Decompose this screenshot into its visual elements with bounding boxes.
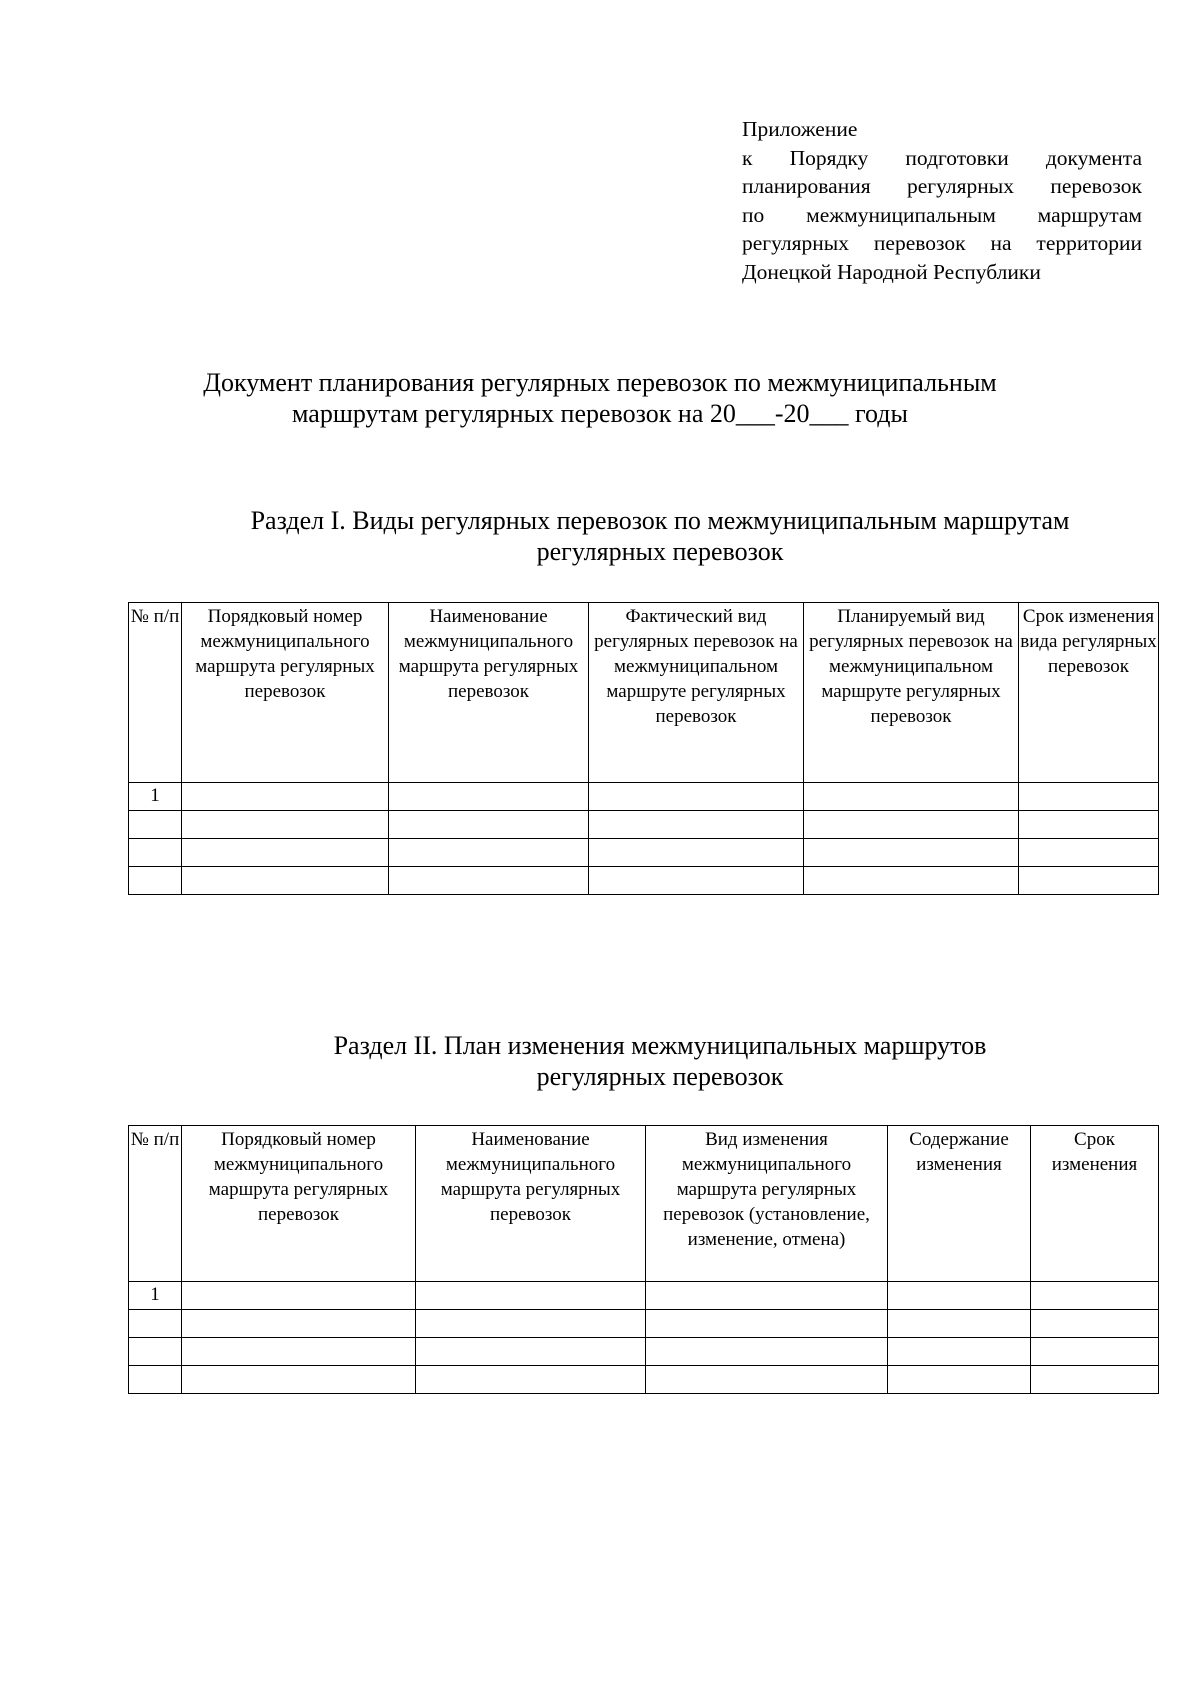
table-cell (646, 1310, 888, 1338)
table-cell (416, 1282, 646, 1310)
table-cell (888, 1282, 1031, 1310)
table-cell (182, 1366, 416, 1394)
table-cell (1019, 839, 1159, 867)
table-cell (129, 811, 182, 839)
table-row (129, 839, 1159, 867)
table-row (129, 783, 1159, 811)
table-cell (804, 811, 1019, 839)
section2-title-line: Раздел II. План изменения межмуниципальных маршрутов (333, 1031, 987, 1060)
table-row (129, 867, 1159, 895)
table-cell (129, 1366, 182, 1394)
table-row (129, 1282, 1159, 1310)
column-header-actual-type: Фактический вид регулярных перевозок на межмуниципальном маршруте регулярных перевозок (589, 603, 804, 783)
table-cell (416, 1366, 646, 1394)
column-header-change-term: Срок изменения вида регулярных перевозок (1019, 603, 1159, 783)
table-cell (1019, 811, 1159, 839)
table-cell (182, 783, 389, 811)
column-header-planned-type: Планируемый вид регулярных перевозок на межмуниципальном маршруте регулярных перевозок (804, 603, 1019, 783)
table-cell (646, 1338, 888, 1366)
table-cell (804, 839, 1019, 867)
appendix-line: по межмуниципальным маршрутам (742, 202, 1142, 227)
appendix-line: планирования регулярных перевозок (742, 174, 1142, 198)
section1-title-line: регулярных перевозок (536, 537, 784, 566)
column-header-change-term: Срок изменения (1031, 1126, 1159, 1282)
table-cell (1031, 1310, 1159, 1338)
table-cell: 1 (129, 1282, 182, 1310)
table-cell (129, 1310, 182, 1338)
table-cell (1019, 867, 1159, 895)
table-cell (1019, 783, 1159, 811)
table-row (129, 811, 1159, 839)
table-cell (888, 1310, 1031, 1338)
table-row (129, 1310, 1159, 1338)
table-cell (589, 811, 804, 839)
table-cell (1031, 1366, 1159, 1394)
table-cell (182, 839, 389, 867)
document-title-line: Документ планирования регулярных перевозок по межмуниципальным (203, 368, 997, 397)
table-row (129, 1366, 1159, 1394)
section1-title-line: Раздел I. Виды регулярных перевозок по межмуниципальным маршрутам (250, 506, 1070, 535)
table-cell (389, 839, 589, 867)
appendix-line: регулярных перевозок на территории (742, 231, 1142, 255)
table-cell (389, 811, 589, 839)
section1-title (0, 505, 1200, 567)
table-cell (416, 1310, 646, 1338)
section2-title-line: регулярных перевозок (536, 1062, 784, 1091)
table-cell (646, 1282, 888, 1310)
column-header-change-type: Вид изменения межмуниципального маршрута регулярных перевозок (установление, изменение, отмена) (646, 1126, 888, 1282)
table-cell (389, 783, 589, 811)
table-cell (589, 783, 804, 811)
appendix-block (742, 115, 1142, 286)
table-cell (182, 1338, 416, 1366)
table-cell (589, 839, 804, 867)
section2-table (128, 1125, 1159, 1394)
table-cell (646, 1366, 888, 1394)
column-header-route-name: Наименование межмуниципального маршрута регулярных перевозок (389, 603, 589, 783)
table-cell (129, 867, 182, 895)
column-header-number: № п/п (129, 603, 182, 783)
table-cell (1031, 1282, 1159, 1310)
table-cell (589, 867, 804, 895)
column-header-number: № п/п (129, 1126, 182, 1282)
column-header-route-number: Порядковый номер межмуниципального маршрута регулярных перевозок (182, 603, 389, 783)
table-cell (182, 1310, 416, 1338)
appendix-line: к Порядку подготовки документа (742, 145, 1142, 170)
column-header-change-content: Содержание изменения (888, 1126, 1031, 1282)
section1-table (128, 602, 1159, 895)
table-cell (389, 867, 589, 895)
table-cell (129, 839, 182, 867)
table-cell (182, 867, 389, 895)
column-header-route-number: Порядковый номер межмуниципального маршрута регулярных перевозок (182, 1126, 416, 1282)
table-cell (888, 1366, 1031, 1394)
table-cell: 1 (129, 783, 182, 811)
table-cell (129, 1338, 182, 1366)
table-row (129, 1338, 1159, 1366)
table-cell (182, 1282, 416, 1310)
table-cell (416, 1338, 646, 1366)
table-cell (1031, 1338, 1159, 1366)
appendix-line: Донецкой Народной Республики (742, 259, 1041, 284)
document-title-line: маршрутам регулярных перевозок на 20___-20___ годы (292, 399, 908, 428)
table-cell (182, 811, 389, 839)
document-title (0, 367, 1200, 429)
table-cell (804, 867, 1019, 895)
table-header-row (129, 603, 1159, 783)
table-cell (804, 783, 1019, 811)
column-header-route-name: Наименование межмуниципального маршрута регулярных перевозок (416, 1126, 646, 1282)
table-cell (888, 1338, 1031, 1366)
appendix-heading: Приложение (742, 117, 858, 141)
table-header-row (129, 1126, 1159, 1282)
section2-title (0, 1030, 1200, 1092)
